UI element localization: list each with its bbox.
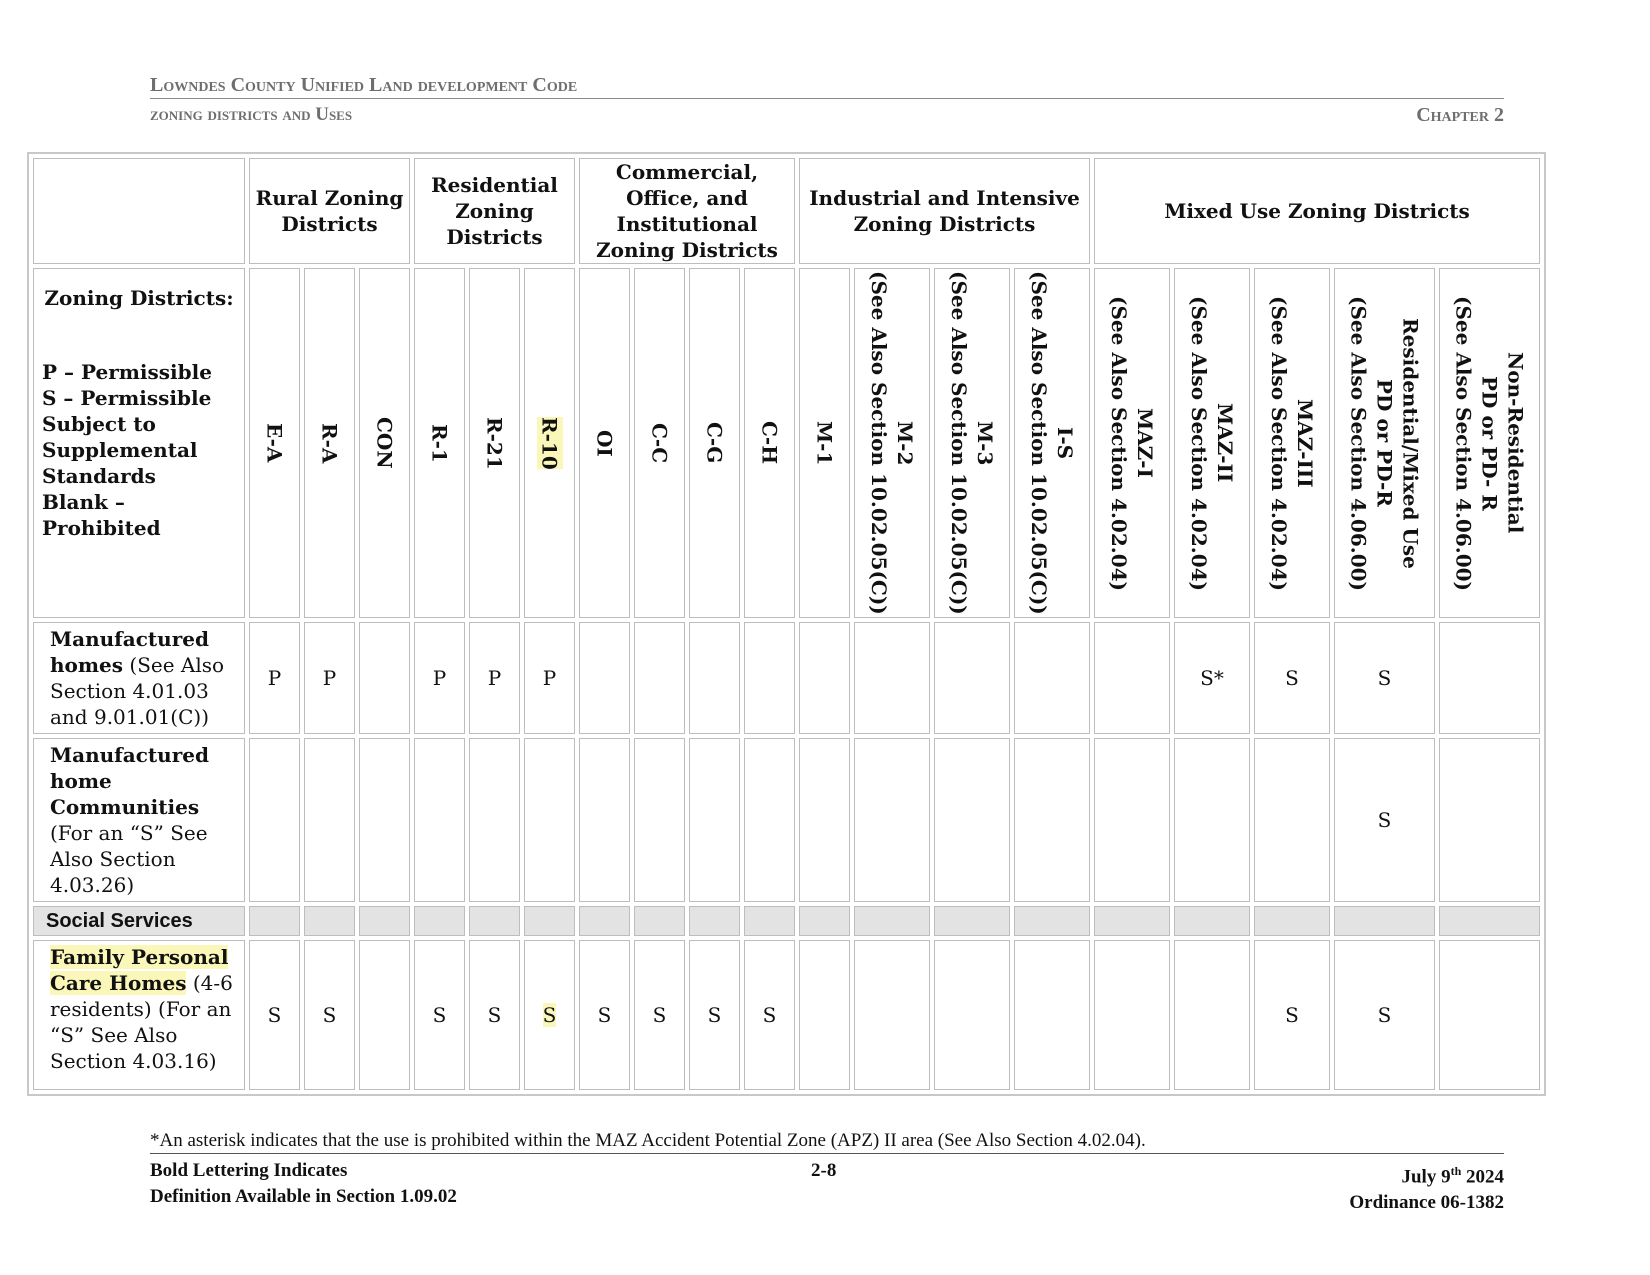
section-shaded-cell bbox=[249, 906, 300, 936]
legend-cell bbox=[33, 268, 245, 618]
section-shaded-cell bbox=[524, 906, 575, 936]
zoning-use-table bbox=[27, 152, 1546, 1096]
column-header-7 bbox=[634, 268, 685, 618]
footer-left bbox=[150, 1158, 457, 1210]
value-cell bbox=[1014, 940, 1090, 1090]
value-cell bbox=[744, 622, 795, 734]
value-cell bbox=[1334, 738, 1435, 902]
legend-title: Zoning Districts: bbox=[44, 286, 234, 310]
use-label-manufactured-homes bbox=[33, 622, 245, 734]
value-cell bbox=[1254, 738, 1330, 902]
value-cell bbox=[934, 738, 1010, 902]
column-header-18 bbox=[1439, 268, 1540, 618]
section-shaded-cell bbox=[414, 906, 465, 936]
value-text: P bbox=[432, 666, 447, 690]
section-shaded-cell bbox=[1094, 906, 1170, 936]
column-header-12 bbox=[934, 268, 1010, 618]
value-cell bbox=[799, 622, 850, 734]
column-header-label: C-G bbox=[702, 422, 727, 464]
value-cell bbox=[249, 738, 300, 902]
value-text: S bbox=[1377, 1003, 1392, 1027]
column-header-label: Non-Residential PD or PD- R (See Also Section 4.06.00) bbox=[1451, 295, 1528, 591]
value-cell bbox=[1094, 622, 1170, 734]
value-cell bbox=[1334, 940, 1435, 1090]
value-cell bbox=[854, 940, 930, 1090]
value-cell bbox=[1014, 738, 1090, 902]
footer-date-ordinal: th bbox=[1450, 1164, 1462, 1178]
column-header-11 bbox=[854, 268, 930, 618]
value-text: S bbox=[1377, 666, 1392, 690]
group-header-commercial: Commercial, Office, and Institutional Zoning Districts bbox=[579, 158, 795, 264]
footer-date-year: 2024 bbox=[1461, 1166, 1504, 1188]
value-cell bbox=[799, 738, 850, 902]
section-shaded-cell bbox=[1334, 906, 1435, 936]
column-header-9 bbox=[744, 268, 795, 618]
use-note: (For an “S” See Also Section 4.03.26) bbox=[50, 821, 208, 897]
value-cell bbox=[524, 940, 575, 1090]
section-social-services: Social Services bbox=[33, 906, 245, 936]
value-cell bbox=[1014, 622, 1090, 734]
value-cell bbox=[304, 738, 355, 902]
column-header-label: I-S (See Also Section 10.02.05(C)) bbox=[1027, 271, 1077, 615]
value-cell bbox=[414, 622, 465, 734]
column-header-label: R-10 bbox=[537, 416, 562, 470]
value-text: S bbox=[322, 1003, 337, 1027]
value-cell bbox=[1094, 940, 1170, 1090]
value-cell bbox=[249, 622, 300, 734]
value-cell bbox=[689, 622, 740, 734]
column-header-label: R-21 bbox=[482, 416, 507, 470]
column-header-label: C-C bbox=[647, 422, 672, 464]
value-cell bbox=[469, 738, 520, 902]
section-shaded-cell bbox=[1254, 906, 1330, 936]
column-header-6 bbox=[579, 268, 630, 618]
value-text: S bbox=[432, 1003, 447, 1027]
page-number: 2-8 bbox=[811, 1160, 837, 1181]
value-cell bbox=[1094, 738, 1170, 902]
section-shaded-cell bbox=[799, 906, 850, 936]
section-shaded-cell bbox=[1439, 906, 1540, 936]
section-shaded-cell bbox=[934, 906, 1010, 936]
column-header-label: CON bbox=[372, 417, 397, 469]
footer-right bbox=[1349, 1158, 1504, 1216]
asterisk-footnote: *An asterisk indicates that the use is prohibited within the MAZ Accident Potential Zone (APZ) II area (See Also Section 4.02.04). bbox=[150, 1130, 1504, 1154]
column-header-8 bbox=[689, 268, 740, 618]
footer-bold-note: Bold Lettering Indicates bbox=[150, 1160, 348, 1181]
column-header-0 bbox=[249, 268, 300, 618]
section-shaded-cell bbox=[579, 906, 630, 936]
value-text: P bbox=[267, 666, 282, 690]
value-cell bbox=[934, 622, 1010, 734]
value-text: S bbox=[267, 1003, 282, 1027]
value-cell bbox=[1439, 738, 1540, 902]
value-cell bbox=[249, 940, 300, 1090]
legend-supplemental: S – Permissible Subject to Supplemental Standards bbox=[42, 386, 212, 488]
column-header-label: M-2 (See Also Section 10.02.05(C)) bbox=[867, 271, 917, 615]
value-cell bbox=[934, 940, 1010, 1090]
value-text: S bbox=[1377, 808, 1392, 832]
group-header-residential: Residential Zoning Districts bbox=[414, 158, 575, 264]
column-header-15 bbox=[1174, 268, 1250, 618]
value-cell bbox=[1439, 622, 1540, 734]
value-cell bbox=[359, 940, 410, 1090]
legend-prohibited: Blank – Prohibited bbox=[42, 490, 161, 540]
use-note: (4-6 residents) (For an “S” See Also Section 4.03.16) bbox=[50, 971, 233, 1073]
footer-ordinance: Ordinance 06-1382 bbox=[1349, 1192, 1504, 1214]
section-shaded-cell bbox=[634, 906, 685, 936]
use-label-manufactured-home-communities bbox=[33, 738, 245, 902]
value-cell bbox=[579, 738, 630, 902]
section-shaded-cell bbox=[744, 906, 795, 936]
column-header-label: R-1 bbox=[427, 423, 452, 463]
column-header-label: R-A bbox=[317, 422, 342, 464]
column-header-17 bbox=[1334, 268, 1435, 618]
column-header-label: M-3 (See Also Section 10.02.05(C)) bbox=[947, 271, 997, 615]
footer-definition-note: Definition Available in Section 1.09.02 bbox=[150, 1186, 457, 1207]
column-header-label: OI bbox=[592, 429, 617, 457]
column-header-label: MAZ-III (See Also Section 4.02.04) bbox=[1267, 295, 1317, 591]
value-cell bbox=[524, 622, 575, 734]
column-header-label: MAZ-II (See Also Section 4.02.04) bbox=[1187, 295, 1237, 591]
column-header-10 bbox=[799, 268, 850, 618]
column-header-5 bbox=[524, 268, 575, 618]
value-cell bbox=[304, 622, 355, 734]
column-header-2 bbox=[359, 268, 410, 618]
value-text: P bbox=[542, 666, 557, 690]
use-defined-term: Family Personal Care Homes bbox=[50, 945, 229, 995]
column-header-4 bbox=[469, 268, 520, 618]
value-cell bbox=[414, 738, 465, 902]
value-cell bbox=[1439, 940, 1540, 1090]
column-header-1 bbox=[304, 268, 355, 618]
value-cell bbox=[469, 940, 520, 1090]
value-cell bbox=[854, 738, 930, 902]
corner-cell bbox=[33, 158, 245, 264]
column-header-label: E-A bbox=[262, 423, 287, 463]
value-text: P bbox=[322, 666, 337, 690]
value-text: S bbox=[707, 1003, 722, 1027]
section-shaded-cell bbox=[469, 906, 520, 936]
document-title: Lowndes County Unified Land development Code bbox=[150, 74, 1504, 99]
section-shaded-cell bbox=[304, 906, 355, 936]
value-text: S bbox=[487, 1003, 502, 1027]
column-header-14 bbox=[1094, 268, 1170, 618]
value-text: S bbox=[597, 1003, 612, 1027]
value-cell bbox=[1174, 622, 1250, 734]
footer-date bbox=[1349, 1158, 1504, 1190]
column-header-3 bbox=[414, 268, 465, 618]
value-text: P bbox=[487, 666, 502, 690]
value-cell bbox=[689, 940, 740, 1090]
value-cell bbox=[579, 622, 630, 734]
chapter-label: Chapter 2 bbox=[1416, 104, 1504, 126]
use-note: (See Also Section 4.01.03 and 9.01.01(C)) bbox=[50, 653, 225, 729]
column-header-16 bbox=[1254, 268, 1330, 618]
value-cell bbox=[799, 940, 850, 1090]
use-defined-term: Manufactured homes bbox=[50, 627, 209, 677]
section-shaded-cell bbox=[359, 906, 410, 936]
value-cell bbox=[579, 940, 630, 1090]
value-text: S bbox=[1285, 666, 1299, 690]
column-header-label: MAZ-I (See Also Section 4.02.04) bbox=[1107, 295, 1157, 591]
value-text: S bbox=[652, 1003, 667, 1027]
column-header-label: M-1 bbox=[812, 420, 837, 466]
value-cell bbox=[414, 940, 465, 1090]
value-cell bbox=[744, 738, 795, 902]
column-header-label: C-H bbox=[757, 421, 782, 465]
section-shaded-cell bbox=[1174, 906, 1250, 936]
group-header-industrial: Industrial and Intensive Zoning Districts bbox=[799, 158, 1090, 264]
value-cell bbox=[634, 940, 685, 1090]
group-header-mixed-use: Mixed Use Zoning Districts bbox=[1094, 158, 1540, 264]
footer-date-month-day: July 9 bbox=[1401, 1166, 1451, 1188]
value-cell bbox=[854, 622, 930, 734]
value-text: S bbox=[762, 1003, 777, 1027]
value-cell bbox=[524, 738, 575, 902]
value-cell bbox=[634, 738, 685, 902]
value-cell bbox=[359, 622, 410, 734]
value-cell bbox=[689, 738, 740, 902]
use-defined-term: Manufactured home Communities bbox=[50, 743, 209, 819]
chapter-subtitle: zoning districts and Uses bbox=[150, 104, 353, 125]
value-cell bbox=[1254, 622, 1330, 734]
column-header-label: Residential/Mixed Use PD or PD-R (See Also Section 4.06.00) bbox=[1346, 295, 1423, 591]
section-shaded-cell bbox=[689, 906, 740, 936]
section-shaded-cell bbox=[1014, 906, 1090, 936]
value-cell bbox=[359, 738, 410, 902]
value-cell bbox=[1334, 622, 1435, 734]
value-cell bbox=[1254, 940, 1330, 1090]
group-header-rural: Rural Zoning Districts bbox=[249, 158, 410, 264]
value-cell bbox=[744, 940, 795, 1090]
value-cell bbox=[1174, 940, 1250, 1090]
column-header-13 bbox=[1014, 268, 1090, 618]
value-text: S* bbox=[1200, 666, 1224, 690]
value-cell bbox=[634, 622, 685, 734]
section-shaded-cell bbox=[854, 906, 930, 936]
value-text: S bbox=[542, 1003, 557, 1027]
value-cell bbox=[1174, 738, 1250, 902]
value-cell bbox=[304, 940, 355, 1090]
value-cell bbox=[469, 622, 520, 734]
legend-permissible: P – Permissible bbox=[42, 360, 212, 384]
use-label-family-personal-care-homes bbox=[33, 940, 245, 1090]
value-text: S bbox=[1285, 1003, 1299, 1027]
